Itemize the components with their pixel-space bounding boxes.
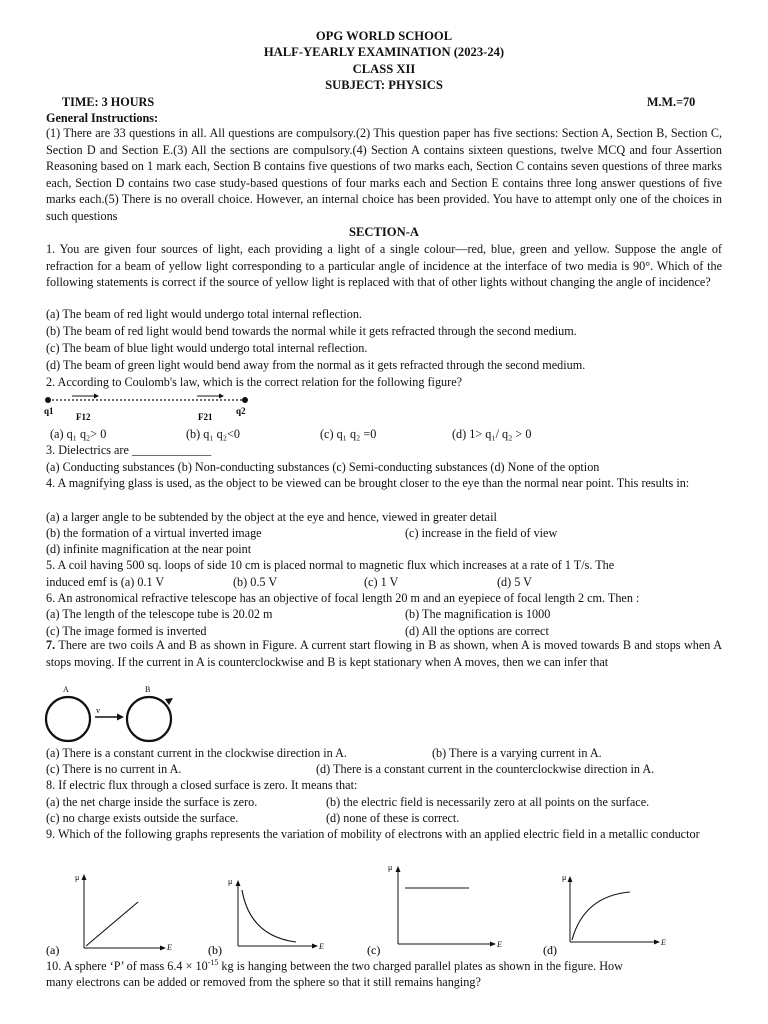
section-a-heading: SECTION-A [349, 225, 419, 239]
graph-b [208, 877, 324, 957]
q4-option-a: (a) a larger angle to be subtended by the object at the eye and hence, viewed in greater detail [46, 510, 497, 524]
q10-stem: 10. A sphere ‘P’ of mass $6.4 \times 10^{-15}$ kg is hanging between the two charged parallel plates as shown in the figure. How [46, 957, 623, 973]
graph-c-y-label: μ [388, 863, 393, 872]
q6-stem: 6. An astronomical refractive telescope has an objective of focal length 20 m and an eyepiece of focal length 2 cm. Then : [46, 591, 640, 605]
q1-option-c: (c) The beam of blue light would undergo total internal reflection. [46, 341, 368, 355]
q6-option-b: (b) The magnification is 1000 [405, 607, 551, 621]
q5-stem-line2: induced emf is (a) 0.1 V [46, 575, 165, 589]
q7-stem [46, 637, 722, 670]
q2-option-a: (a) q₁ q₂> 0 [50, 427, 107, 441]
q2-stem: 2. According to Coulomb's law, which is the correct relation for the following figure? [46, 375, 463, 389]
fig-q2-label: q2 [236, 406, 246, 416]
q7-text: There are two coils A and B as shown in Figure. A current start flowing in B as shown, when A is moved towards B and stops when A stops moving. If the current in A is counterclockwise and B is kept stationary when A moves, then we can infer that [46, 638, 722, 669]
subject-label: SUBJECT: PHYSICS [325, 78, 443, 92]
q7-option-a: (a) There is a constant current in the clockwise direction in A. [46, 746, 347, 760]
q6-option-d: (d) All the options are correct [405, 624, 549, 638]
graph-a-curve [86, 902, 138, 946]
coil-b-label: B [145, 685, 151, 694]
school-name: OPG WORLD SCHOOL [315, 29, 453, 43]
fig-f12-label: F12 [76, 412, 91, 422]
fig-q1-label: q1 [44, 406, 54, 416]
instructions-body: (1) There are 33 questions in all. All questions are compulsory.(2) This question paper has five sections: Section A, Section B, Section C, Section D and Section E.(3) All the sections are compulsory.(4) Section A contains sixteen questions, twelve MCQ and four Assertion Reasoning based on 1 mark each, Section B contains five questions of two marks each, Section C contains seven questions of three marks each, Section D contains two case study-based questions of four marks each and Section E contains three long answer questions of five marks each.(5) There is no overall choice. However, an internal choice has been provided. You have to attempt only one of the choices in such questions [46, 126, 722, 223]
coil-b [127, 697, 171, 741]
graph-c-x-label: E [497, 940, 502, 949]
graph-b-label: (b) [208, 943, 222, 957]
q4-option-b: (b) the formation of a virtual inverted image [46, 526, 262, 540]
instructions-heading: General Instructions: [46, 111, 159, 125]
graph-d-curve [572, 892, 630, 940]
f12-arrow-icon [94, 394, 99, 399]
q1-option-d: (d) The beam of green light would bend away from the normal as it gets refracted through the second medium. [46, 358, 586, 372]
q5-option-c: (c) 1 V [364, 575, 399, 589]
graph-d-label: (d) [543, 943, 557, 957]
q1-option-b: (b) The beam of red light would bend towards the normal while it gets refracted through the second medium. [46, 324, 577, 338]
max-marks: M.M.=70 [647, 95, 696, 109]
graph-b-curve [242, 890, 296, 942]
mobility-graphs [0, 858, 768, 958]
q1-option-a: (a) The beam of red light would undergo total internal reflection. [46, 307, 362, 321]
q5-option-d: (d) 5 V [497, 575, 532, 589]
q4-option-d: (d) infinite magnification at the near point [46, 542, 252, 556]
graph-d [543, 873, 666, 957]
graph-c-label: (c) [367, 943, 381, 957]
q7-number: 7. [46, 638, 56, 652]
q8-stem: 8. If electric flux through a closed surface is zero. It means that: [46, 778, 358, 792]
q8-option-d: (d) none of these is correct. [326, 811, 460, 825]
q2-option-d: (d) 1> q₁/ q₂ > 0 [452, 427, 532, 441]
coil-a-label: A [63, 685, 69, 694]
q5-stem-line1: 5. A coil having 500 sq. loops of side 10 cm is placed normal to magnetic flux which increases at a rate of 1 T/s. The [46, 558, 615, 572]
q10-exponent: -15 [207, 957, 219, 967]
coulomb-figure [0, 392, 768, 432]
q8-option-a: (a) the net charge inside the surface is zero. [46, 795, 258, 809]
q9-stem: 9. Which of the following graphs represents the variation of mobility of electrons with an applied electric field in a metallic conductor [46, 827, 700, 841]
q4-option-c: (c) increase in the field of view [405, 526, 558, 540]
f21-arrow-icon [219, 394, 224, 399]
velocity-label: v [96, 706, 100, 715]
q10-stem-line2: many electrons can be added or removed from the sphere so that it still remains hanging? [46, 975, 481, 989]
graph-a-y-label: μ [75, 873, 80, 882]
coil-a [46, 697, 90, 741]
q2-option-c: (c) q₁ q₂ =0 [320, 427, 377, 441]
q8-option-b: (b) the electric field is necessarily zero at all points on the surface. [326, 795, 650, 809]
q3-options: (a) Conducting substances (b) Non-conducting substances (c) Semi-conducting substances (d) None of the option [46, 460, 600, 474]
q7-option-b: (b) There is a varying current in A. [432, 746, 602, 760]
q4-stem: 4. A magnifying glass is used, as the object to be viewed can be brought closer to the eye than the normal near point. This results in: [46, 476, 690, 490]
exam-title: HALF-YEARLY EXAMINATION (2023-24) [263, 45, 505, 59]
graph-c [367, 863, 502, 957]
fig-f21-label: F21 [198, 412, 213, 422]
class-label: CLASS XII [352, 62, 416, 76]
q6-option-a: (a) The length of the telescope tube is 20.02 m [46, 607, 273, 621]
motion-arrow-icon [117, 714, 124, 721]
graph-a-label: (a) [46, 943, 60, 957]
q5-option-b: (b) 0.5 V [233, 575, 278, 589]
coils-figure [44, 684, 184, 744]
q1-stem: 1. You are given four sources of light, each providing a light of a single colour—red, blue, green and yellow. Suppose the angle of refraction for a beam of yellow light corresponding to a particular angle of incidence at the interface of two media is 90°. Which of the following statements is correct if the source of yellow light is replaced with that of other lights without changing the angle of incidence? [46, 242, 722, 290]
graph-b-x-label: E [319, 942, 324, 951]
q7-option-d: (d) There is a constant current in the counterclockwise direction in A. [316, 762, 655, 776]
graph-d-x-label: E [661, 938, 666, 947]
q6-option-c: (c) The image formed is inverted [46, 624, 207, 638]
graph-b-y-label: μ [228, 877, 233, 886]
graph-a-x-label: E [167, 943, 172, 952]
q8-option-c: (c) no charge exists outside the surface. [46, 811, 239, 825]
graph-a [46, 873, 172, 957]
q3-stem: 3. Dielectrics are _____________ [46, 443, 212, 457]
time-label: TIME: 3 HOURS [62, 95, 155, 109]
charge-q2-dot [242, 397, 248, 403]
graph-d-y-label: μ [562, 873, 567, 882]
q2-option-b: (b) q₁ q₂<0 [186, 427, 240, 441]
q7-option-c: (c) There is no current in A. [46, 762, 182, 776]
